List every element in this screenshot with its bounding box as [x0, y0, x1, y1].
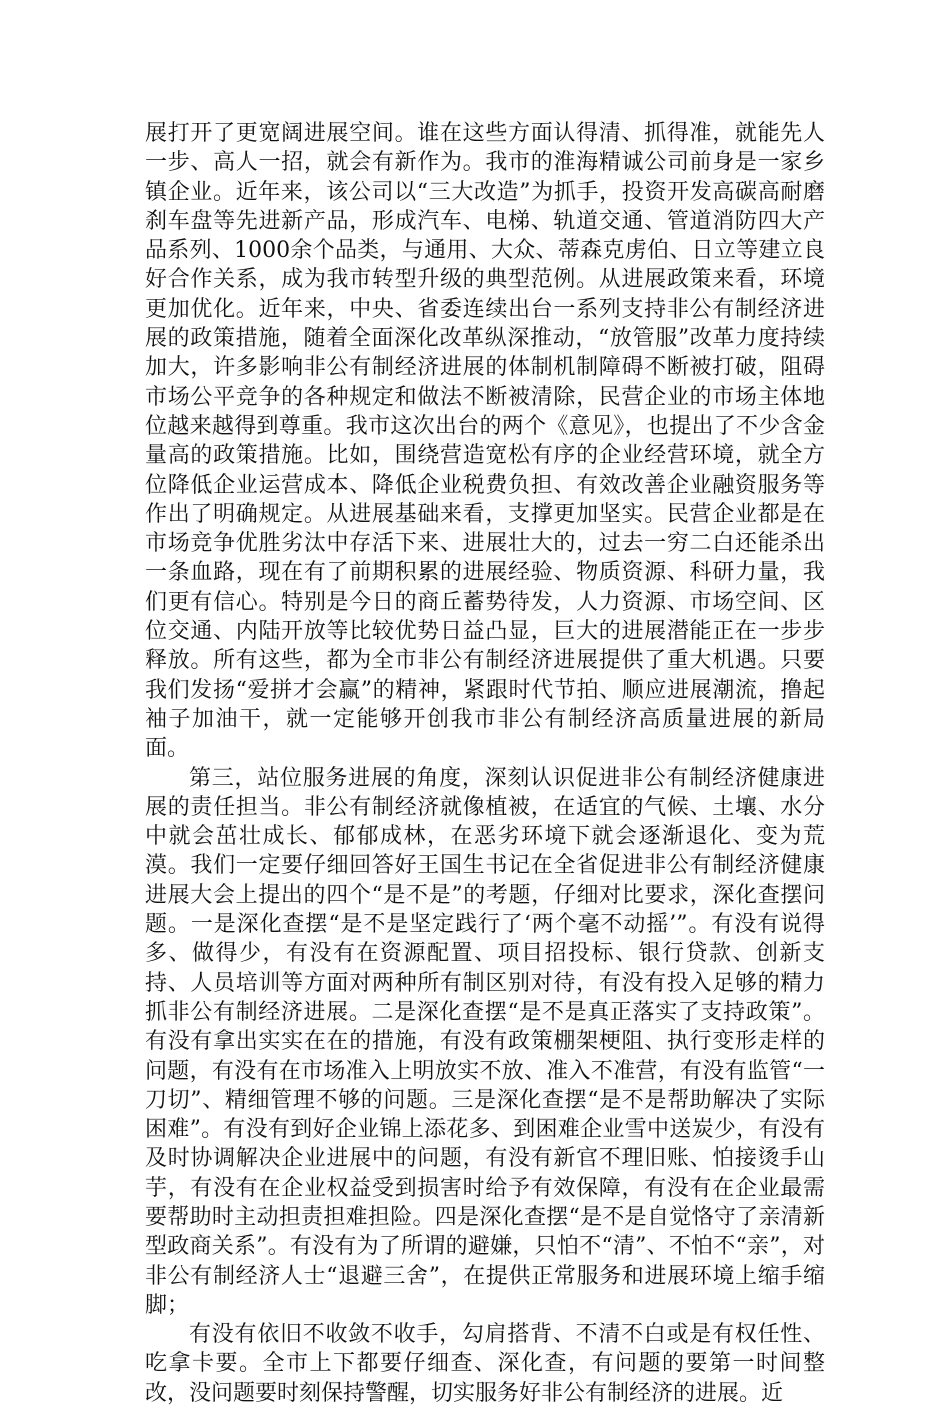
paragraph-3: 有没有依旧不收敛不收手，勾肩搭背、不清不白或是有权任性、吃拿卡要。全市上下都要仔细查、深化查，有问题的要第一时间整改，没问题要时刻保持警醒，切实服务好非公有制经济的进展。近	[145, 1322, 825, 1406]
document-body	[145, 119, 825, 1408]
paragraph-2: 第三，站位服务进展的角度，深刻认识促进非公有制经济健康进展的责任担当。非公有制经济就像植被，在适宜的气候、土壤、水分中就会茁壮成长、郁郁成林，在恶劣环境下就会逐渐退化、变为荒漠。我们一定要仔细回答好王国生书记在全省促进非公有制经济健康进展大会上提出的四个“是不是”的考题，仔细对比要求，深化查摆问题。一是深化查摆“是不是坚定践行了‘两个毫不动摇’”。有没有说得多、做得少，有没有在资源配置、项目招投标、银行贷款、创新支持、人员培训等方面对两种所有制区别对待，有没有投入足够的精力抓非公有制经济进展。二是深化查摆“是不是真正落实了支持政策”。有没有拿出实实在在的措施，有没有政策棚架梗阻、执行变形走样的问题，有没有在市场准入上明放实不放、准入不准营，有没有监管“一刀切”、精细管理不够的问题。三是深化查摆“是不是帮助解决了实际困难”。有没有到好企业锦上添花多、到困难企业雪中送炭少，有没有及时协调解决企业进展中的问题，有没有新官不理旧账、怕接烫手山芋，有没有在企业权益受到损害时给予有效保障，有没有在企业最需要帮助时主动担责担难担险。四是深化查摆“是不是自觉恪守了亲清新型政商关系”。有没有为了所谓的避嫌，只怕不“清”、不怕不“亲”，对非公有制经济人士“退避三舍”，在提供正常服务和进展环境上缩手缩脚；	[145, 765, 825, 1318]
paragraph-1: 展打开了更宽阔进展空间。谁在这些方面认得清、抓得准，就能先人一步、高人一招，就会有新作为。我市的淮海精诚公司前身是一家乡镇企业。近年来，该公司以“三大改造”为抓手，投资开发高碳高耐磨刹车盘等先进新产品，形成汽车、电梯、轨道交通、管道消防四大产品系列、1000余个品类，与通用、大众、蒂森克虏伯、日立等建立良好合作关系，成为我市转型升级的典型范例。从进展政策来看，环境更加优化。近年来，中央、省委连续出台一系列支持非公有制经济进展的政策措施，随着全面深化改革纵深推动，“放管服”改革力度持续加大，许多影响非公有制经济进展的体制机制障碍不断被打破，阻碍市场公平竞争的各种规定和做法不断被清除，民营企业的市场主体地位越来越得到尊重。我市这次出台的两个《意见》，也提出了不少含金量高的政策措施。比如，围绕营造宽松有序的企业经营环境，就全方位降低企业运营成本、降低企业税费负担、有效改善企业融资服务等作出了明确规定。从进展基础来看，支撑更加坚实。民营企业都是在市场竞争优胜劣汰中存活下来、进展壮大的，过去一穷二白还能杀出一条血路，现在有了前期积累的进展经验、物质资源、科研力量，我们更有信心。特别是今日的商丘蓄势待发，人力资源、市场空间、区位交通、内陆开放等比较优势日益凸显，巨大的进展潜能正在一步步释放。所有这些，都为全市非公有制经济进展提供了重大机遇。只要我们发扬“爱拼才会赢”的精神，紧跟时代节拍、顺应进展潮流，撸起袖子加油干，就一定能够开创我市非公有制经济高质量进展的新局面。	[145, 121, 825, 762]
